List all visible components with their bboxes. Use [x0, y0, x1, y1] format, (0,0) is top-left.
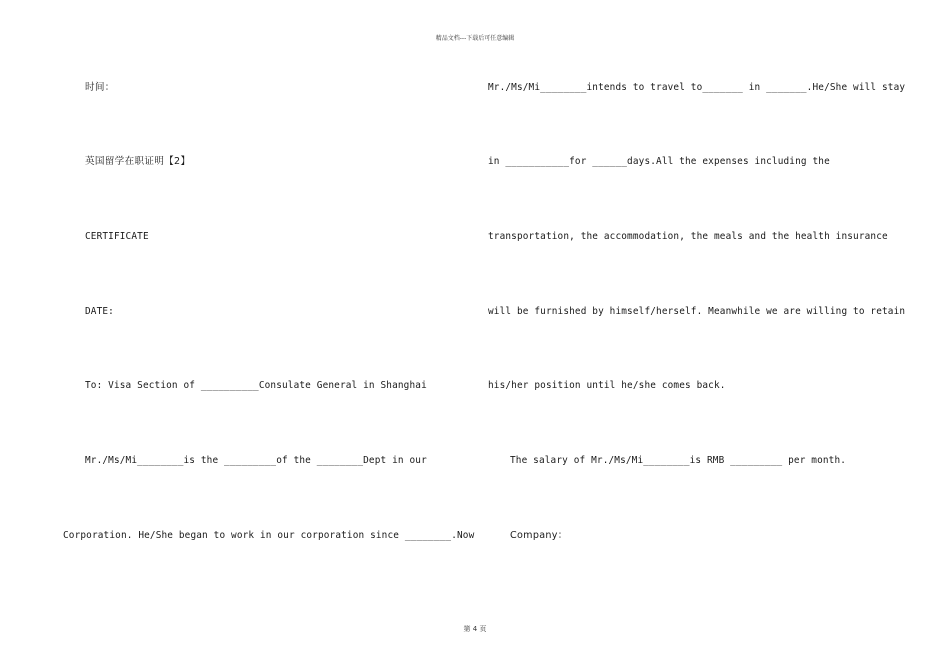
stay-line: in ___________for ______days.All the expenses including the	[488, 156, 830, 167]
page-header: 精品文档---下载后可任意编辑	[435, 35, 515, 42]
corporation-line: Corporation. He/She began to work in our corporation since ________.Now	[63, 530, 475, 541]
position-line: his/her position until he/she comes back.	[488, 380, 726, 391]
salary-line: The salary of Mr./Ms/Mi________is RMB _________ per month.	[510, 455, 847, 466]
transport-line: transportation, the accommodation, the meals and the health insurance	[488, 231, 888, 242]
travel-line: Mr./Ms/Mi________intends to travel to_______ in _______.He/She will stay	[488, 82, 906, 93]
company-label: Company：	[510, 530, 568, 541]
page-number: 第 4 页	[463, 625, 487, 633]
to-line: To: Visa Section of __________Consulate General in Shanghai	[85, 380, 427, 391]
certificate-heading: CERTIFICATE	[85, 231, 149, 242]
furnished-line: will be furnished by himself/herself. Meanwhile we are willing to retain	[488, 306, 906, 317]
date-label: DATE:	[85, 306, 114, 317]
section-title: 英国留学在职证明【2】	[85, 156, 191, 167]
time-label: 时间：	[85, 82, 115, 93]
employment-line: Mr./Ms/Mi________is the _________of the ________Dept in our	[85, 455, 427, 466]
